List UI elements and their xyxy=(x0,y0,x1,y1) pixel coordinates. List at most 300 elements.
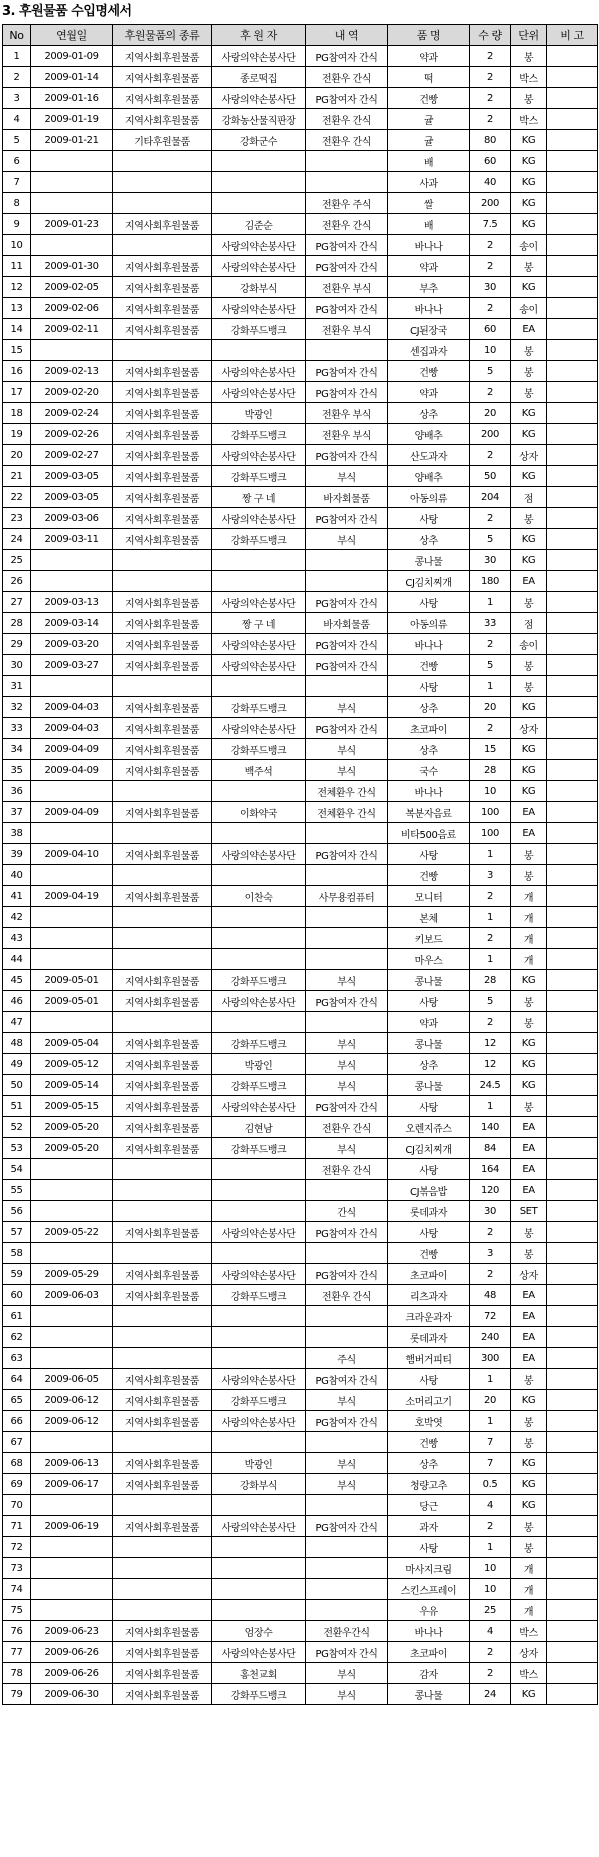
cell-date: 2009-01-09 xyxy=(31,46,113,67)
cell-unit: KG xyxy=(511,529,547,550)
cell-qty: 1 xyxy=(470,1537,511,1558)
cell-note xyxy=(547,802,598,823)
cell-unit: KG xyxy=(511,697,547,718)
cell-no: 43 xyxy=(3,928,31,949)
cell-unit: EA xyxy=(511,1159,547,1180)
cell-unit: EA xyxy=(511,1285,547,1306)
cell-item: 건빵 xyxy=(388,1432,470,1453)
table-row xyxy=(3,1096,598,1117)
cell-date: 2009-06-12 xyxy=(31,1390,113,1411)
cell-unit: 상자 xyxy=(511,445,547,466)
cell-unit: KG xyxy=(511,1684,547,1705)
cell-detail xyxy=(306,949,388,970)
cell-detail: 전환우 부식 xyxy=(306,424,388,445)
cell-qty: 2 xyxy=(470,46,511,67)
cell-unit: KG xyxy=(511,1495,547,1516)
cell-no: 67 xyxy=(3,1432,31,1453)
cell-no: 4 xyxy=(3,109,31,130)
cell-item: 귤 xyxy=(388,130,470,151)
cell-unit: KG xyxy=(511,1075,547,1096)
cell-no: 24 xyxy=(3,529,31,550)
cell-unit: 송이 xyxy=(511,235,547,256)
cell-donor: 종로떡집 xyxy=(212,67,306,88)
cell-item: 사과 xyxy=(388,172,470,193)
cell-date: 2009-05-01 xyxy=(31,970,113,991)
cell-note xyxy=(547,109,598,130)
cell-detail: 주식 xyxy=(306,1348,388,1369)
cell-unit: KG xyxy=(511,172,547,193)
cell-unit: 개 xyxy=(511,886,547,907)
cell-item: 롯데과자 xyxy=(388,1327,470,1348)
cell-no: 64 xyxy=(3,1369,31,1390)
cell-date: 2009-02-24 xyxy=(31,403,113,424)
cell-date: 2009-06-26 xyxy=(31,1642,113,1663)
cell-qty: 200 xyxy=(470,193,511,214)
cell-note xyxy=(547,592,598,613)
table-row xyxy=(3,865,598,886)
cell-date: 2009-03-27 xyxy=(31,655,113,676)
cell-note xyxy=(547,1306,598,1327)
cell-note xyxy=(547,1138,598,1159)
cell-type: 지역사회후원물품 xyxy=(113,319,212,340)
table-row xyxy=(3,1075,598,1096)
cell-qty: 72 xyxy=(470,1306,511,1327)
cell-note xyxy=(547,1558,598,1579)
cell-no: 38 xyxy=(3,823,31,844)
cell-item: 사탕 xyxy=(388,1369,470,1390)
cell-detail: PG참여자 간식 xyxy=(306,718,388,739)
cell-no: 27 xyxy=(3,592,31,613)
cell-donor: 사랑의약손봉사단 xyxy=(212,235,306,256)
cell-note xyxy=(547,760,598,781)
cell-qty: 20 xyxy=(470,403,511,424)
cell-donor xyxy=(212,1243,306,1264)
cell-unit: 봉 xyxy=(511,46,547,67)
cell-detail xyxy=(306,550,388,571)
cell-unit: KG xyxy=(511,739,547,760)
cell-unit: KG xyxy=(511,1054,547,1075)
cell-item: 상추 xyxy=(388,739,470,760)
cell-date xyxy=(31,1159,113,1180)
cell-detail: 전환우 간식 xyxy=(306,1117,388,1138)
table-row xyxy=(3,235,598,256)
column-header: 비 고 xyxy=(547,25,598,46)
table-row xyxy=(3,298,598,319)
cell-type: 지역사회후원물품 xyxy=(113,970,212,991)
cell-note xyxy=(547,1390,598,1411)
cell-item: 건빵 xyxy=(388,361,470,382)
cell-unit: 박스 xyxy=(511,1621,547,1642)
cell-date xyxy=(31,949,113,970)
cell-detail: 전환우 간식 xyxy=(306,1159,388,1180)
cell-note xyxy=(547,466,598,487)
cell-type: 지역사회후원물품 xyxy=(113,46,212,67)
cell-donor: 엄장수 xyxy=(212,1621,306,1642)
cell-date xyxy=(31,340,113,361)
cell-date: 2009-06-03 xyxy=(31,1285,113,1306)
table-row xyxy=(3,361,598,382)
cell-detail: PG참여자 간식 xyxy=(306,508,388,529)
cell-item: 비타500음료 xyxy=(388,823,470,844)
cell-type xyxy=(113,1558,212,1579)
cell-date: 2009-02-13 xyxy=(31,361,113,382)
cell-no: 32 xyxy=(3,697,31,718)
cell-qty: 80 xyxy=(470,130,511,151)
table-row xyxy=(3,739,598,760)
cell-type xyxy=(113,571,212,592)
cell-type: 지역사회후원물품 xyxy=(113,109,212,130)
cell-qty: 30 xyxy=(470,550,511,571)
cell-item: 사탕 xyxy=(388,676,470,697)
cell-note xyxy=(547,1684,598,1705)
cell-qty: 100 xyxy=(470,802,511,823)
cell-detail: PG참여자 간식 xyxy=(306,1369,388,1390)
table-row xyxy=(3,1369,598,1390)
cell-note xyxy=(547,1579,598,1600)
cell-qty: 7 xyxy=(470,1453,511,1474)
cell-qty: 4 xyxy=(470,1495,511,1516)
cell-unit: KG xyxy=(511,130,547,151)
cell-note xyxy=(547,1537,598,1558)
cell-qty: 2 xyxy=(470,1642,511,1663)
cell-note xyxy=(547,46,598,67)
cell-date: 2009-03-13 xyxy=(31,592,113,613)
cell-type xyxy=(113,781,212,802)
cell-type xyxy=(113,172,212,193)
cell-unit: KG xyxy=(511,550,547,571)
cell-date: 2009-05-04 xyxy=(31,1033,113,1054)
cell-no: 52 xyxy=(3,1117,31,1138)
table-row xyxy=(3,1453,598,1474)
cell-donor: 사랑의약손봉사단 xyxy=(212,445,306,466)
cell-item: 상추 xyxy=(388,1054,470,1075)
cell-unit: 봉 xyxy=(511,1432,547,1453)
cell-donor: 홍천교회 xyxy=(212,1663,306,1684)
cell-item: 사탕 xyxy=(388,508,470,529)
cell-unit: 송이 xyxy=(511,634,547,655)
table-row xyxy=(3,1663,598,1684)
cell-detail: 부식 xyxy=(306,1138,388,1159)
cell-donor: 사랑의약손봉사단 xyxy=(212,1642,306,1663)
cell-note xyxy=(547,697,598,718)
cell-unit: 개 xyxy=(511,1558,547,1579)
cell-no: 45 xyxy=(3,970,31,991)
cell-donor: 강화푸드뱅크 xyxy=(212,739,306,760)
cell-donor: 짱 구 네 xyxy=(212,487,306,508)
cell-unit: 봉 xyxy=(511,1243,547,1264)
cell-item: 바나나 xyxy=(388,298,470,319)
cell-no: 13 xyxy=(3,298,31,319)
cell-donor xyxy=(212,1201,306,1222)
cell-type: 지역사회후원물품 xyxy=(113,1453,212,1474)
cell-detail xyxy=(306,340,388,361)
cell-item: 양배추 xyxy=(388,424,470,445)
table-row xyxy=(3,466,598,487)
cell-note xyxy=(547,1369,598,1390)
column-header: 연월일 xyxy=(31,25,113,46)
cell-note xyxy=(547,1663,598,1684)
cell-item: 리츠과자 xyxy=(388,1285,470,1306)
cell-note xyxy=(547,1075,598,1096)
cell-donor: 박광인 xyxy=(212,403,306,424)
cell-detail xyxy=(306,1495,388,1516)
cell-date: 2009-06-17 xyxy=(31,1474,113,1495)
cell-no: 23 xyxy=(3,508,31,529)
cell-no: 77 xyxy=(3,1642,31,1663)
table-row xyxy=(3,109,598,130)
cell-donor: 강화푸드뱅크 xyxy=(212,1285,306,1306)
cell-item: 사탕 xyxy=(388,1222,470,1243)
cell-donor: 강화푸드뱅크 xyxy=(212,424,306,445)
cell-unit: KG xyxy=(511,277,547,298)
cell-unit: 봉 xyxy=(511,340,547,361)
cell-detail: 부식 xyxy=(306,970,388,991)
cell-no: 79 xyxy=(3,1684,31,1705)
cell-date: 2009-05-15 xyxy=(31,1096,113,1117)
table-row xyxy=(3,151,598,172)
cell-unit: 개 xyxy=(511,1600,547,1621)
cell-unit: 봉 xyxy=(511,1222,547,1243)
cell-item: 바나나 xyxy=(388,1621,470,1642)
cell-unit: 봉 xyxy=(511,361,547,382)
cell-date: 2009-06-13 xyxy=(31,1453,113,1474)
table-row xyxy=(3,1201,598,1222)
cell-date: 2009-03-20 xyxy=(31,634,113,655)
table-row xyxy=(3,886,598,907)
cell-date: 2009-04-03 xyxy=(31,697,113,718)
cell-note xyxy=(547,1453,598,1474)
cell-qty: 84 xyxy=(470,1138,511,1159)
column-header: 단위 xyxy=(511,25,547,46)
cell-note xyxy=(547,1411,598,1432)
cell-qty: 24.5 xyxy=(470,1075,511,1096)
cell-no: 10 xyxy=(3,235,31,256)
cell-note xyxy=(547,655,598,676)
cell-note xyxy=(547,1222,598,1243)
cell-qty: 50 xyxy=(470,466,511,487)
cell-item: 건빵 xyxy=(388,655,470,676)
cell-item: 사탕 xyxy=(388,1096,470,1117)
cell-no: 49 xyxy=(3,1054,31,1075)
cell-detail: 전체환우 간식 xyxy=(306,802,388,823)
cell-date: 2009-03-14 xyxy=(31,613,113,634)
cell-type: 지역사회후원물품 xyxy=(113,1621,212,1642)
cell-no: 16 xyxy=(3,361,31,382)
table-row xyxy=(3,403,598,424)
cell-detail: PG참여자 간식 xyxy=(306,634,388,655)
cell-unit: KG xyxy=(511,1474,547,1495)
cell-no: 41 xyxy=(3,886,31,907)
cell-donor: 강화푸드뱅크 xyxy=(212,697,306,718)
cell-type: 지역사회후원물품 xyxy=(113,529,212,550)
cell-item: 쌀 xyxy=(388,193,470,214)
cell-donor: 사랑의약손봉사단 xyxy=(212,844,306,865)
cell-no: 9 xyxy=(3,214,31,235)
cell-donor: 강화푸드뱅크 xyxy=(212,1075,306,1096)
cell-type xyxy=(113,949,212,970)
cell-qty: 30 xyxy=(470,277,511,298)
cell-note xyxy=(547,1180,598,1201)
cell-item: 바나나 xyxy=(388,634,470,655)
cell-note xyxy=(547,739,598,760)
cell-donor xyxy=(212,1348,306,1369)
cell-detail: 사무용컴퓨터 xyxy=(306,886,388,907)
cell-item: 사탕 xyxy=(388,592,470,613)
cell-item: 스킨스프레이 xyxy=(388,1579,470,1600)
cell-note xyxy=(547,1096,598,1117)
cell-item: 키보드 xyxy=(388,928,470,949)
cell-note xyxy=(547,634,598,655)
cell-no: 26 xyxy=(3,571,31,592)
cell-detail xyxy=(306,676,388,697)
cell-no: 17 xyxy=(3,382,31,403)
cell-unit: 점 xyxy=(511,487,547,508)
cell-qty: 180 xyxy=(470,571,511,592)
cell-donor: 이찬숙 xyxy=(212,886,306,907)
cell-qty: 140 xyxy=(470,1117,511,1138)
cell-qty: 2 xyxy=(470,1516,511,1537)
cell-no: 62 xyxy=(3,1327,31,1348)
cell-donor xyxy=(212,1495,306,1516)
table-row xyxy=(3,928,598,949)
cell-type: 지역사회후원물품 xyxy=(113,67,212,88)
cell-donor: 박광인 xyxy=(212,1453,306,1474)
cell-no: 18 xyxy=(3,403,31,424)
cell-qty: 2 xyxy=(470,67,511,88)
cell-date: 2009-01-23 xyxy=(31,214,113,235)
cell-item: 센집과자 xyxy=(388,340,470,361)
cell-qty: 1 xyxy=(470,676,511,697)
cell-no: 60 xyxy=(3,1285,31,1306)
cell-type: 지역사회후원물품 xyxy=(113,508,212,529)
table-row xyxy=(3,1033,598,1054)
cell-donor xyxy=(212,340,306,361)
cell-note xyxy=(547,970,598,991)
cell-item: 상추 xyxy=(388,697,470,718)
cell-donor: 사랑의약손봉사단 xyxy=(212,991,306,1012)
donation-table xyxy=(2,24,598,1705)
table-row xyxy=(3,802,598,823)
cell-no: 69 xyxy=(3,1474,31,1495)
cell-unit: EA xyxy=(511,802,547,823)
cell-date xyxy=(31,1201,113,1222)
table-row xyxy=(3,718,598,739)
cell-note xyxy=(547,256,598,277)
cell-detail xyxy=(306,1243,388,1264)
cell-qty: 5 xyxy=(470,655,511,676)
cell-note xyxy=(547,1495,598,1516)
cell-item: 약과 xyxy=(388,382,470,403)
cell-date: 2009-02-27 xyxy=(31,445,113,466)
cell-donor xyxy=(212,1600,306,1621)
cell-type: 지역사회후원물품 xyxy=(113,88,212,109)
cell-date xyxy=(31,907,113,928)
cell-item: CJ김치찌개 xyxy=(388,1138,470,1159)
table-row xyxy=(3,172,598,193)
cell-type: 지역사회후원물품 xyxy=(113,1075,212,1096)
cell-unit: KG xyxy=(511,1453,547,1474)
cell-date: 2009-02-06 xyxy=(31,298,113,319)
cell-date: 2009-05-20 xyxy=(31,1117,113,1138)
cell-unit: 상자 xyxy=(511,1264,547,1285)
cell-date: 2009-03-05 xyxy=(31,466,113,487)
cell-item: 국수 xyxy=(388,760,470,781)
cell-detail: 전환우 간식 xyxy=(306,67,388,88)
cell-item: 크라운과자 xyxy=(388,1306,470,1327)
cell-donor: 강화푸드뱅크 xyxy=(212,529,306,550)
cell-donor xyxy=(212,949,306,970)
cell-unit: 봉 xyxy=(511,256,547,277)
cell-qty: 2 xyxy=(470,1663,511,1684)
cell-detail xyxy=(306,1432,388,1453)
cell-date: 2009-03-11 xyxy=(31,529,113,550)
cell-qty: 5 xyxy=(470,529,511,550)
table-row xyxy=(3,1642,598,1663)
cell-type xyxy=(113,1348,212,1369)
cell-donor: 이화약국 xyxy=(212,802,306,823)
cell-note xyxy=(547,844,598,865)
table-row xyxy=(3,529,598,550)
cell-type xyxy=(113,1159,212,1180)
cell-no: 19 xyxy=(3,424,31,445)
cell-type: 지역사회후원물품 xyxy=(113,1642,212,1663)
cell-unit: 봉 xyxy=(511,676,547,697)
cell-donor: 사랑의약손봉사단 xyxy=(212,634,306,655)
cell-no: 76 xyxy=(3,1621,31,1642)
cell-date xyxy=(31,1327,113,1348)
table-row xyxy=(3,130,598,151)
cell-qty: 30 xyxy=(470,1201,511,1222)
cell-item: 햄버거피티 xyxy=(388,1348,470,1369)
cell-date: 2009-03-06 xyxy=(31,508,113,529)
cell-item: 콩나물 xyxy=(388,1075,470,1096)
table-row xyxy=(3,970,598,991)
cell-type: 지역사회후원물품 xyxy=(113,718,212,739)
cell-donor: 강화푸드뱅크 xyxy=(212,1033,306,1054)
cell-date: 2009-01-30 xyxy=(31,256,113,277)
cell-no: 54 xyxy=(3,1159,31,1180)
cell-donor: 사랑의약손봉사단 xyxy=(212,1411,306,1432)
cell-unit: 봉 xyxy=(511,991,547,1012)
cell-qty: 20 xyxy=(470,1390,511,1411)
table-row xyxy=(3,1558,598,1579)
cell-type: 지역사회후원물품 xyxy=(113,1033,212,1054)
cell-type: 지역사회후원물품 xyxy=(113,592,212,613)
cell-qty: 2 xyxy=(470,298,511,319)
cell-unit: KG xyxy=(511,151,547,172)
cell-no: 57 xyxy=(3,1222,31,1243)
cell-unit: KG xyxy=(511,1390,547,1411)
cell-unit: EA xyxy=(511,319,547,340)
table-row xyxy=(3,1264,598,1285)
table-row xyxy=(3,1117,598,1138)
cell-donor xyxy=(212,1180,306,1201)
cell-detail xyxy=(306,1579,388,1600)
cell-no: 74 xyxy=(3,1579,31,1600)
cell-unit: 봉 xyxy=(511,1411,547,1432)
cell-no: 40 xyxy=(3,865,31,886)
cell-detail xyxy=(306,172,388,193)
cell-type xyxy=(113,865,212,886)
cell-type: 지역사회후원물품 xyxy=(113,760,212,781)
cell-detail: 전체환우 간식 xyxy=(306,781,388,802)
table-row xyxy=(3,424,598,445)
cell-date: 2009-05-29 xyxy=(31,1264,113,1285)
cell-donor: 사랑의약손봉사단 xyxy=(212,508,306,529)
cell-donor: 사랑의약손봉사단 xyxy=(212,88,306,109)
cell-detail xyxy=(306,823,388,844)
cell-qty: 1 xyxy=(470,1096,511,1117)
